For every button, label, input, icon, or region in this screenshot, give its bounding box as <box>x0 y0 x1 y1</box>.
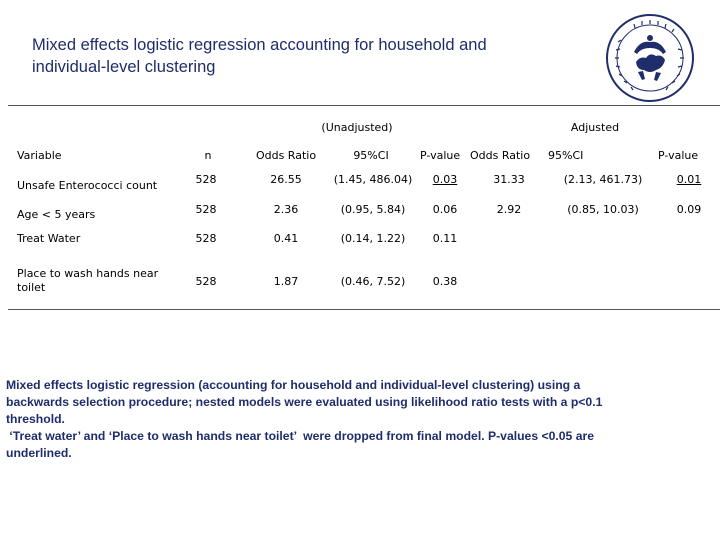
row-or-adjusted: 2.92 <box>496 203 522 216</box>
col-header-p-unadjusted: P-value <box>420 149 461 162</box>
university-seal-icon <box>604 12 696 104</box>
row-n: 528 <box>195 275 217 288</box>
row-p-unadjusted: 0.11 <box>432 232 458 245</box>
title-line-1: Mixed effects logistic regression accounting for household and <box>32 36 487 54</box>
row-variable: Age < 5 years <box>17 208 96 221</box>
col-header-n: n <box>204 149 212 162</box>
row-p-adjusted: 0.09 <box>676 203 702 216</box>
row-or-unadjusted: 1.87 <box>273 275 299 288</box>
col-header-or-unadjusted: Odds Ratio <box>255 149 317 162</box>
col-header-ci-unadjusted: 95%CI <box>353 149 389 162</box>
footnote-line-4: ‘Treat water’ and ‘Place to wash hands near toilet’ were dropped from final model. P-values <0.05 are <box>6 429 595 443</box>
table-top-rule <box>8 105 720 106</box>
footnote-line-5: underlined. <box>6 446 72 460</box>
row-ci-unadjusted: (0.14, 1.22) <box>340 232 406 245</box>
col-header-ci-adjusted: 95%CI <box>548 149 584 162</box>
row-n: 528 <box>195 203 217 216</box>
row-p-unadjusted: 0.38 <box>432 275 458 288</box>
col-header-variable: Variable <box>17 149 62 162</box>
row-or-adjusted: 31.33 <box>493 173 525 186</box>
row-or-unadjusted: 0.41 <box>273 232 299 245</box>
title-line-2: individual-level clustering <box>32 58 216 76</box>
footnote-line-1: Mixed effects logistic regression (accounting for household and individual-level clustering) using a <box>6 378 581 392</box>
table-bottom-rule <box>8 309 720 310</box>
row-or-unadjusted: 26.55 <box>270 173 302 186</box>
footnote-line-2: backwards selection procedure; nested models were evaluated using likelihood ratio tests with a p<0.1 <box>6 395 603 409</box>
row-p-adjusted: 0.01 <box>676 173 702 186</box>
row-variable: Place to wash hands near toilet <box>17 267 159 294</box>
row-ci-unadjusted: (0.95, 5.84) <box>340 203 406 216</box>
row-variable: Unsafe Enterococci count <box>17 179 158 192</box>
footnote-line-3: threshold. <box>6 412 65 426</box>
group-header-adjusted: Adjusted <box>570 121 620 134</box>
col-header-or-adjusted: Odds Ratio <box>470 149 531 162</box>
row-p-unadjusted: 0.06 <box>432 203 458 216</box>
row-n: 528 <box>195 232 217 245</box>
slide-title <box>32 34 592 78</box>
row-variable: Treat Water <box>17 232 81 245</box>
row-ci-unadjusted: (1.45, 486.04) <box>333 173 413 186</box>
col-header-p-adjusted: P-value <box>658 149 699 162</box>
row-ci-adjusted: (0.85, 10.03) <box>567 203 639 216</box>
footnote <box>6 377 706 462</box>
row-ci-adjusted: (2.13, 461.73) <box>563 173 643 186</box>
group-header-unadjusted: (Unadjusted) <box>321 121 393 134</box>
row-n: 528 <box>195 173 217 186</box>
row-or-unadjusted: 2.36 <box>273 203 299 216</box>
row-ci-unadjusted: (0.46, 7.52) <box>340 275 406 288</box>
row-p-unadjusted: 0.03 <box>432 173 458 186</box>
